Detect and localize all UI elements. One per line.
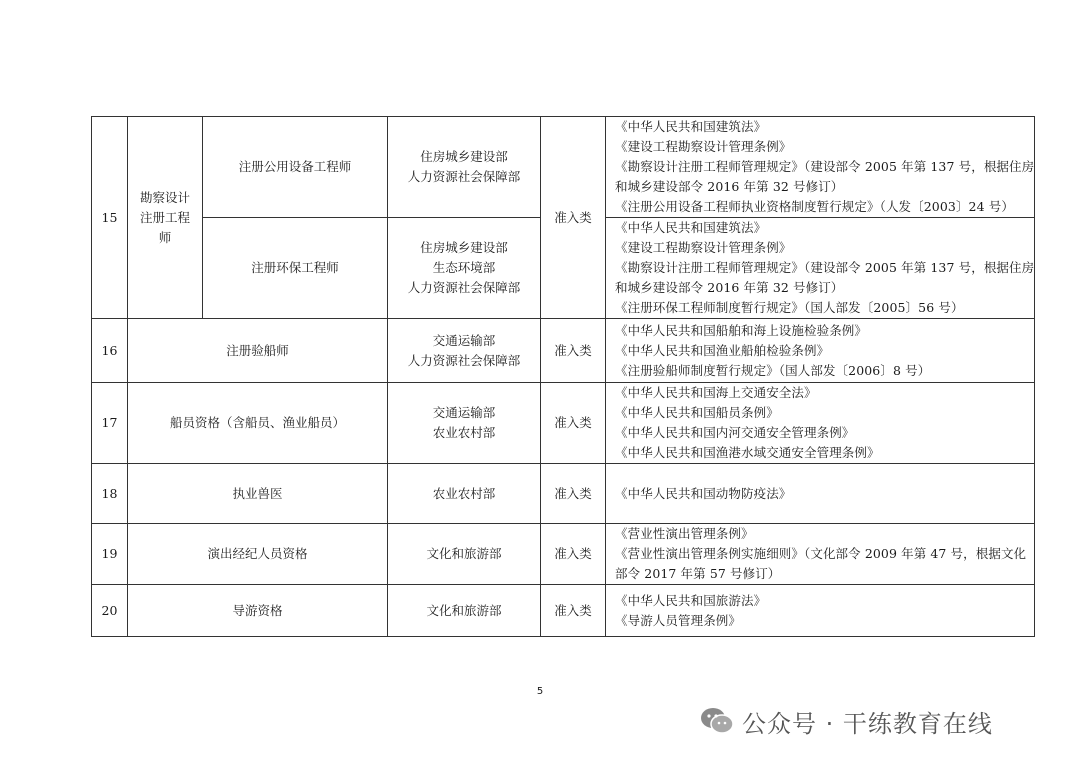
qualification-type: 准入类 <box>541 464 606 524</box>
regulations-cell: 《中华人民共和国建筑法》 《建设工程勘察设计管理条例》 《勘察设计注册工程师管理规定》（建设部令 2005 年第 137 号，根据住房 和城乡建设部令 2016 年第 32 号修订） 《注册公用设备工程师执业资格制度暂行规定》（人发〔2003〕24 号） <box>606 117 1035 218</box>
department-cell: 农业农村部 <box>388 464 541 524</box>
qualification-type: 准入类 <box>541 383 606 464</box>
table-row <box>92 319 1035 383</box>
table-row <box>92 383 1035 464</box>
row-number: 17 <box>92 383 128 464</box>
watermark <box>700 704 993 738</box>
department-cell: 文化和旅游部 <box>388 524 541 585</box>
row-number: 18 <box>92 464 128 524</box>
department-cell: 交通运输部 农业农村部 <box>388 383 541 464</box>
table-row <box>92 117 1035 218</box>
department-cell: 交通运输部 人力资源社会保障部 <box>388 319 541 383</box>
table-row <box>92 585 1035 637</box>
row-number: 20 <box>92 585 128 637</box>
regulations-cell: 《中华人民共和国船舶和海上设施检验条例》 《中华人民共和国渔业船舶检验条例》 《注册验船师制度暂行规定》（国人部发〔2006〕8 号） <box>606 319 1035 383</box>
qualification-type: 准入类 <box>541 319 606 383</box>
row-number: 19 <box>92 524 128 585</box>
table-row <box>92 524 1035 585</box>
regulations-cell: 《中华人民共和国建筑法》 《建设工程勘察设计管理条例》 《勘察设计注册工程师管理规定》（建设部令 2005 年第 137 号，根据住房 和城乡建设部令 2016 年第 32 号修订） 《注册环保工程师制度暂行规定》（国人部发〔2005〕56 号） <box>606 218 1035 319</box>
qualification-name: 执业兽医 <box>128 464 388 524</box>
qualification-type: 准入类 <box>541 117 606 319</box>
regulations-cell: 《中华人民共和国动物防疫法》 <box>606 464 1035 524</box>
department-cell: 文化和旅游部 <box>388 585 541 637</box>
qualification-name: 船员资格（含船员、渔业船员） <box>128 383 388 464</box>
category-cell: 勘察设计 注册工程 师 <box>128 117 203 319</box>
qualification-name: 注册验船师 <box>128 319 388 383</box>
qualification-type: 准入类 <box>541 524 606 585</box>
regulations-cell: 《中华人民共和国海上交通安全法》 《中华人民共和国船员条例》 《中华人民共和国内河交通安全管理条例》 《中华人民共和国渔港水域交通安全管理条例》 <box>606 383 1035 464</box>
qualification-table <box>91 116 1035 637</box>
wechat-icon <box>700 706 734 736</box>
watermark-text: 公众号 · 干练教育在线 <box>742 709 993 738</box>
table-row <box>92 464 1035 524</box>
department-cell: 住房城乡建设部 生态环境部 人力资源社会保障部 <box>388 218 541 319</box>
row-number: 16 <box>92 319 128 383</box>
row-number: 15 <box>92 117 128 319</box>
regulations-cell: 《中华人民共和国旅游法》 《导游人员管理条例》 <box>606 585 1035 637</box>
regulations-cell: 《营业性演出管理条例》 《营业性演出管理条例实施细则》（文化部令 2009 年第 47 号，根据文化 部令 2017 年第 57 号修订） <box>606 524 1035 585</box>
qualification-name: 导游资格 <box>128 585 388 637</box>
qualification-name: 注册环保工程师 <box>203 218 388 319</box>
qualification-name: 演出经纪人员资格 <box>128 524 388 585</box>
page-number: 5 <box>536 686 544 697</box>
department-cell: 住房城乡建设部 人力资源社会保障部 <box>388 117 541 218</box>
qualification-type: 准入类 <box>541 585 606 637</box>
qualification-name: 注册公用设备工程师 <box>203 117 388 218</box>
